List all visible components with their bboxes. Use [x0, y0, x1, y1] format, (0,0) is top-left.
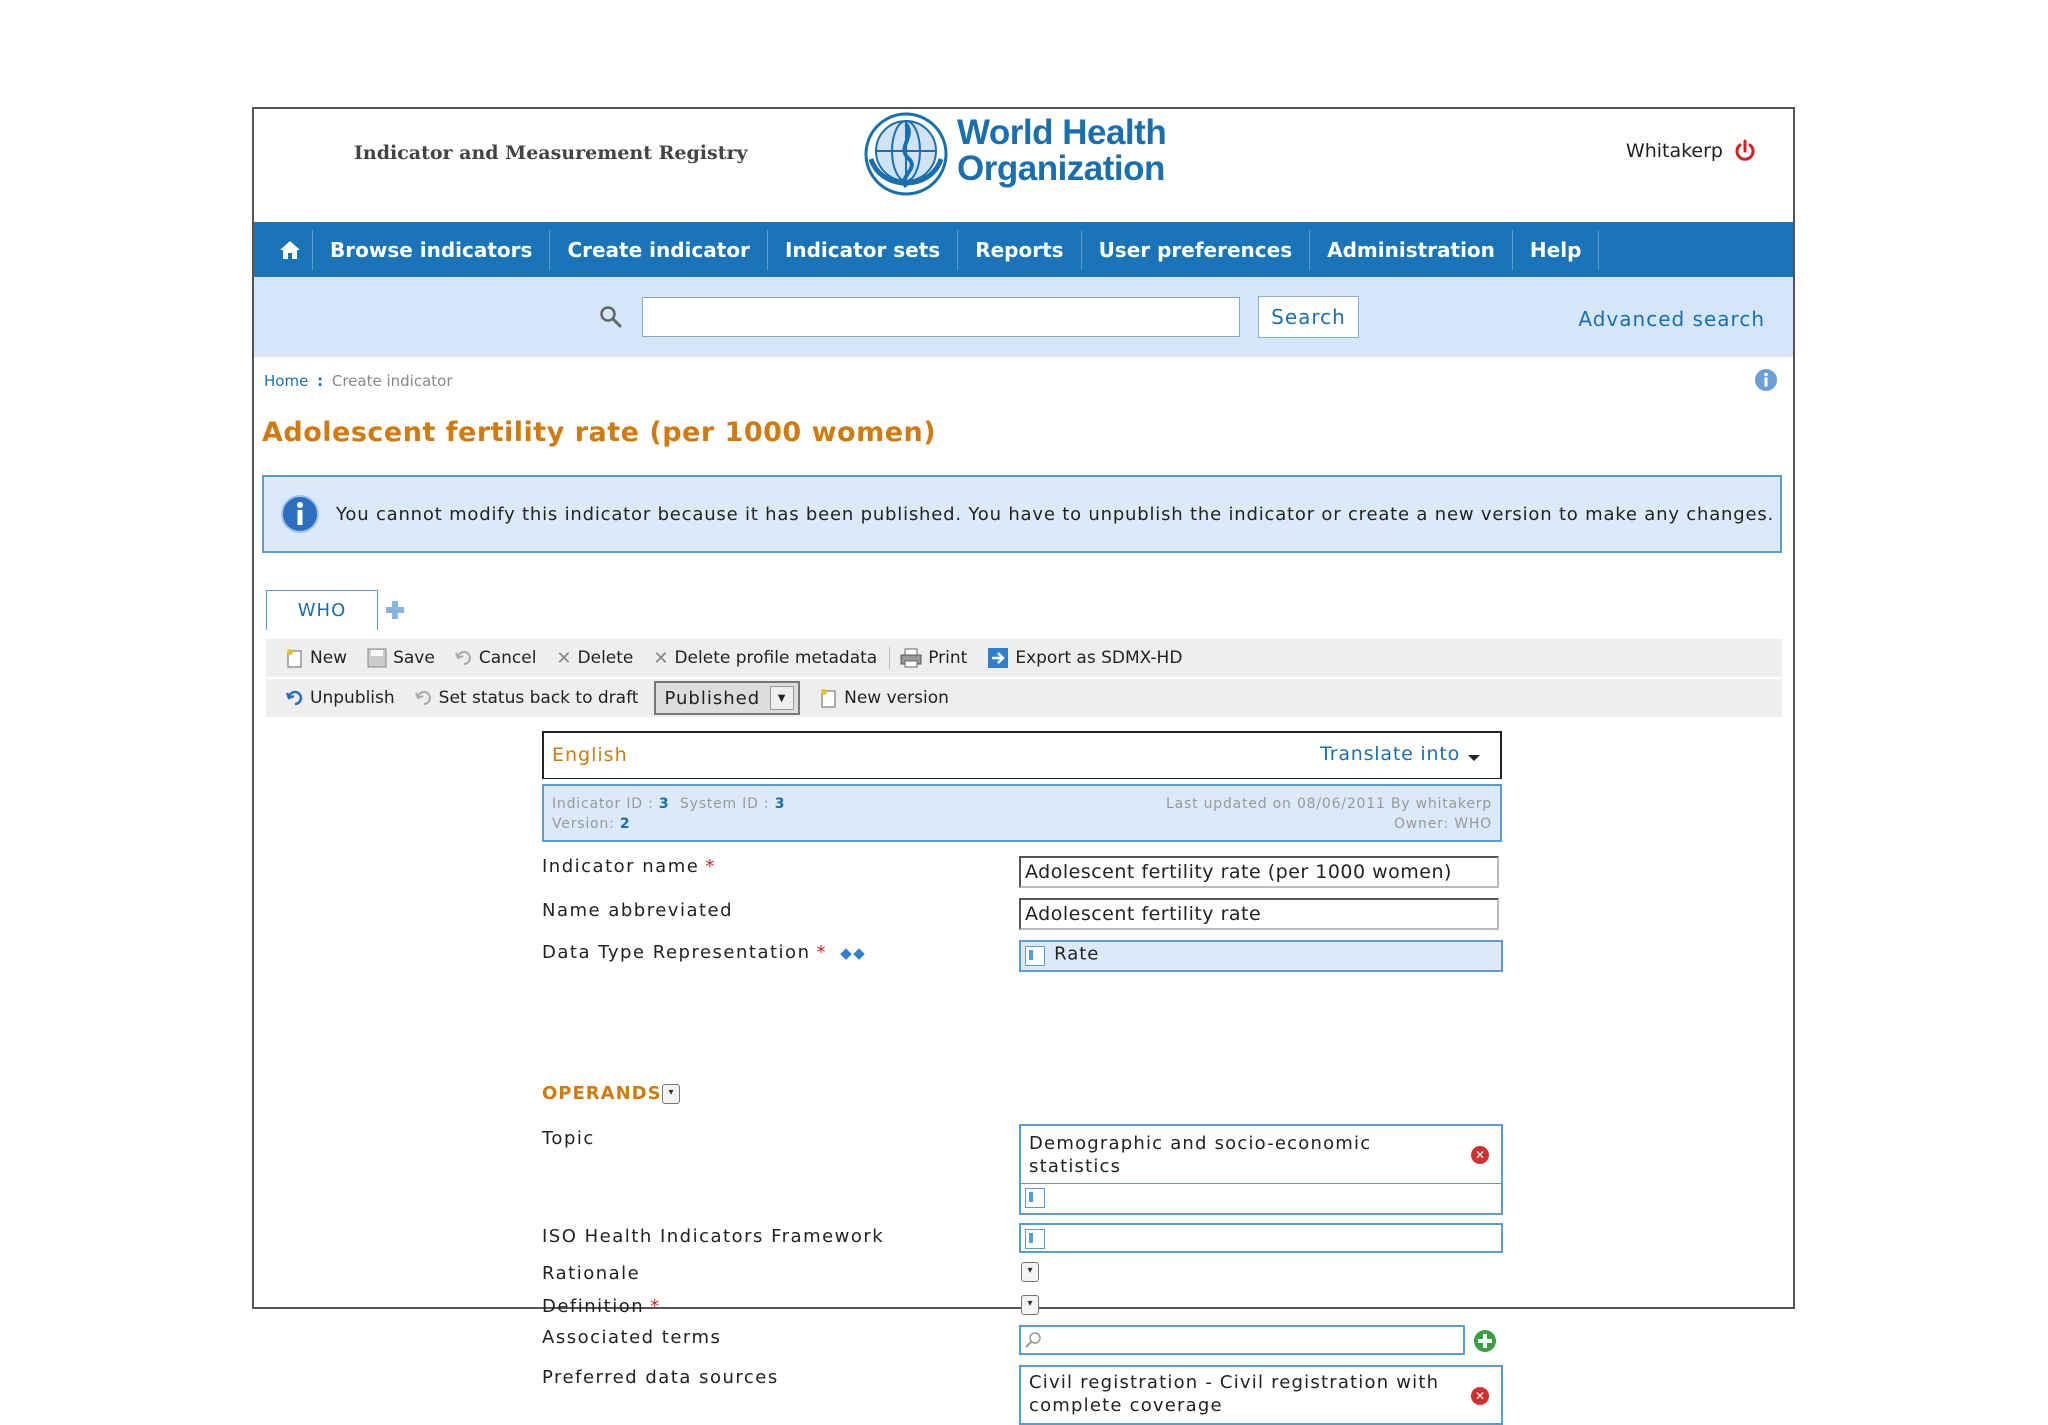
nav-create-indicator[interactable]: Create indicator: [550, 230, 767, 270]
delete-profile-label: Delete profile metadata: [674, 648, 878, 668]
cancel-button[interactable]: [455, 648, 537, 668]
name-abbreviated-field[interactable]: Adolescent fertility rate: [1019, 898, 1499, 930]
org-name-line1: World Health: [957, 113, 1167, 152]
operands-label: OPERANDS: [542, 1083, 662, 1104]
set-draft-label: Set status back to draft: [438, 688, 639, 708]
language-bar: [542, 731, 1502, 779]
breadcrumb-separator: :: [317, 372, 324, 390]
rationale-expand-icon[interactable]: ▾: [1021, 1262, 1039, 1282]
search-icon: [599, 305, 623, 329]
owner: Owner: WHO: [1393, 816, 1492, 832]
data-type-field[interactable]: [1019, 940, 1503, 972]
user-menu: [1626, 139, 1757, 163]
info-icon: [280, 494, 320, 534]
translate-toggle-icon[interactable]: ◆◆: [840, 944, 867, 962]
status-select[interactable]: [654, 681, 800, 715]
translate-chevron-icon[interactable]: [1468, 755, 1480, 761]
version-label: Version:: [552, 816, 615, 832]
who-emblem-icon: [861, 109, 951, 199]
associated-terms-input[interactable]: [1019, 1325, 1465, 1355]
remove-source-icon[interactable]: ✕: [1471, 1387, 1489, 1405]
version-value: 2: [619, 816, 631, 832]
toolbar-divider: [889, 647, 890, 669]
notice-text: You cannot modify this indicator because it has been published. You have to unpublish the indicator or create a new version to make any changes.: [336, 503, 1775, 525]
main-nav: [254, 222, 1793, 277]
rationale-label: Rationale: [542, 1263, 641, 1284]
print-button[interactable]: [900, 648, 967, 668]
definition-expand-icon[interactable]: ▾: [1021, 1295, 1039, 1315]
definition-label: [542, 1296, 661, 1317]
nav-browse-indicators[interactable]: Browse indicators: [313, 230, 550, 270]
tab-who[interactable]: WHO: [266, 590, 378, 630]
logout-power-icon[interactable]: [1733, 139, 1757, 163]
delete-x-icon: ✕: [556, 647, 572, 669]
new-label: New: [310, 648, 348, 668]
remove-topic-icon[interactable]: ✕: [1471, 1146, 1489, 1164]
nav-administration[interactable]: Administration: [1310, 230, 1513, 270]
undo-icon: [455, 649, 473, 667]
app-title: Indicator and Measurement Registry: [354, 142, 748, 164]
new-version-button[interactable]: [820, 688, 949, 708]
new-version-icon: [820, 688, 838, 708]
preferred-source-item: [1019, 1365, 1503, 1425]
org-name: [957, 115, 1166, 187]
preferred-source-value: Civil registration - Civil registration with complete coverage: [1029, 1372, 1440, 1416]
revert-icon: [415, 689, 433, 707]
export-sdmx-button[interactable]: [987, 647, 1182, 669]
operands-section[interactable]: [542, 1083, 662, 1104]
required-mark: *: [816, 942, 827, 963]
meta-ids: [552, 794, 785, 834]
unpublish-label: Unpublish: [310, 688, 395, 708]
last-updated: Last updated on 08/06/2011 By whitakerp: [1166, 796, 1492, 812]
preferred-sources-label: Preferred data sources: [542, 1367, 779, 1388]
page-title: Adolescent fertility rate (per 1000 women): [262, 417, 937, 448]
required-mark: *: [650, 1296, 661, 1317]
operands-expand-icon[interactable]: ▾: [662, 1084, 680, 1104]
indicator-meta: [542, 784, 1502, 842]
app-window: [252, 107, 1795, 1416]
advanced-search-link[interactable]: Advanced search: [1578, 307, 1765, 331]
save-disk-icon: [367, 648, 387, 668]
action-toolbar: [266, 639, 1782, 677]
home-icon: [279, 240, 301, 260]
new-document-icon: [286, 648, 304, 668]
new-button[interactable]: [286, 648, 347, 668]
nav-home[interactable]: [254, 230, 313, 270]
status-value: Published: [664, 687, 761, 709]
data-type-label-text: Data Type Representation: [542, 942, 811, 963]
export-label: Export as SDMX-HD: [1015, 648, 1183, 668]
search-icon: [1025, 1331, 1043, 1349]
picker-icon[interactable]: [1025, 1188, 1045, 1208]
topic-picker[interactable]: [1019, 1184, 1503, 1215]
nav-user-preferences[interactable]: User preferences: [1082, 230, 1311, 270]
topic-label: Topic: [542, 1128, 595, 1149]
delete-label: Delete: [577, 648, 634, 668]
who-logo[interactable]: [861, 109, 1181, 199]
org-name-line2: Organization: [957, 149, 1165, 188]
breadcrumb-home[interactable]: Home: [264, 372, 309, 390]
associated-terms-label: Associated terms: [542, 1327, 722, 1348]
export-arrow-icon: [987, 647, 1009, 669]
topic-value: Demographic and socio-economic statistics: [1029, 1133, 1372, 1177]
name-abbreviated-label: Name abbreviated: [542, 900, 734, 921]
system-id-label: System ID :: [679, 796, 770, 812]
add-term-icon[interactable]: [1473, 1329, 1497, 1353]
cancel-label: Cancel: [478, 648, 537, 668]
indicator-name-field[interactable]: Adolescent fertility rate (per 1000 women): [1019, 856, 1499, 888]
indicator-id-label: Indicator ID :: [552, 796, 654, 812]
delete-button[interactable]: [556, 648, 633, 669]
delete-profile-x-icon: ✕: [653, 647, 669, 669]
picker-icon[interactable]: [1025, 946, 1045, 966]
save-button[interactable]: [367, 648, 435, 668]
nav-indicator-sets[interactable]: Indicator sets: [768, 230, 958, 270]
topic-selected-item: [1019, 1124, 1503, 1184]
notice-banner: [262, 475, 1782, 553]
indicator-id-value: 3: [658, 796, 670, 812]
breadcrumb: [264, 372, 453, 390]
nav-reports[interactable]: Reports: [958, 230, 1081, 270]
search-input[interactable]: [642, 297, 1240, 337]
meta-updated: [1166, 794, 1492, 834]
data-type-value: Rate: [1054, 943, 1100, 965]
set-draft-button[interactable]: [415, 688, 639, 708]
definition-label-text: Definition: [542, 1296, 645, 1317]
required-mark: *: [705, 856, 716, 877]
unpublish-icon: [286, 689, 304, 707]
search-bar: [254, 277, 1793, 357]
data-type-label: [542, 942, 866, 963]
delete-profile-metadata-button[interactable]: [653, 648, 877, 669]
search-button[interactable]: Search: [1258, 296, 1359, 338]
save-label: Save: [393, 648, 435, 668]
iso-framework-label: ISO Health Indicators Framework: [542, 1226, 885, 1247]
unpublish-button[interactable]: [286, 688, 395, 708]
new-version-label: New version: [844, 688, 949, 708]
add-tab-icon[interactable]: [384, 599, 406, 621]
system-id-value: 3: [774, 796, 786, 812]
breadcrumb-current: Create indicator: [331, 372, 453, 390]
help-info-icon[interactable]: [1754, 368, 1778, 392]
printer-icon: [900, 648, 922, 668]
status-toolbar: [266, 679, 1782, 717]
iso-framework-picker[interactable]: [1019, 1223, 1503, 1253]
picker-icon[interactable]: [1025, 1229, 1045, 1249]
print-label: Print: [928, 648, 968, 668]
current-language: English: [552, 744, 628, 766]
chevron-down-icon: ▼: [770, 686, 794, 710]
indicator-name-label: [542, 856, 716, 877]
username: Whitakerp: [1625, 140, 1723, 162]
translate-into-dropdown[interactable]: Translate into: [1320, 743, 1460, 765]
indicator-name-label-text: Indicator name: [542, 856, 700, 877]
nav-help[interactable]: Help: [1513, 230, 1599, 270]
